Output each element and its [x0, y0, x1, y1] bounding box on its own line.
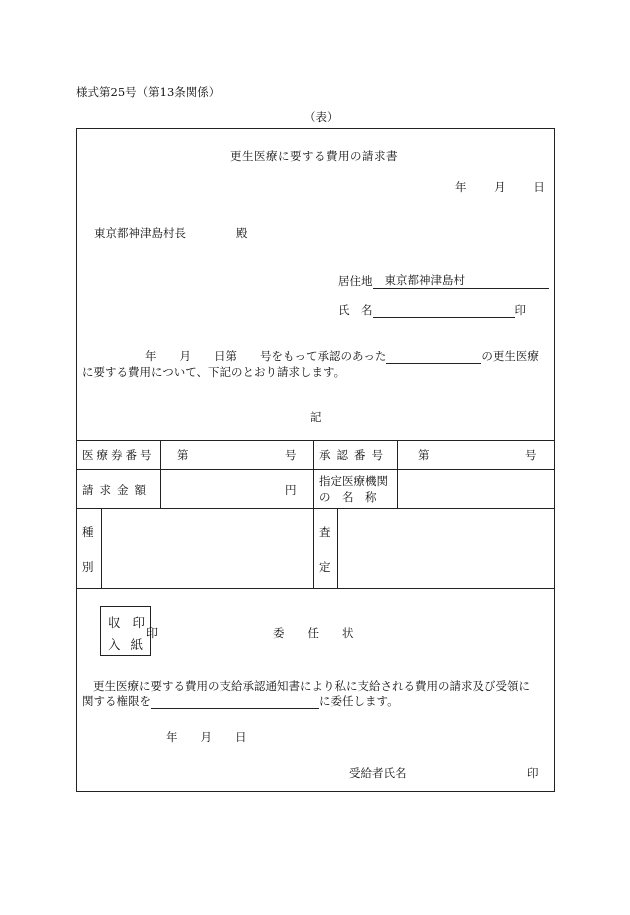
type-label-1: 種: [82, 525, 94, 539]
approval-no-go: 号: [525, 448, 537, 462]
ticket-no-dai: 第: [177, 448, 189, 462]
applicant-address-row: [338, 272, 549, 289]
ticket-no-label: 医療券番号: [82, 448, 155, 462]
date-month: 月: [494, 180, 506, 194]
form-number: 様式第25号（第13条関係）: [76, 85, 221, 99]
approval-no-dai: 第: [418, 448, 430, 462]
addressee-honorific: 殿: [236, 226, 248, 240]
name-seal: 印: [514, 303, 526, 317]
approval-no-label: 承認番号: [319, 448, 389, 462]
applicant-name-row: [338, 302, 526, 318]
body-line-1: [145, 348, 539, 364]
body-line-2: に要する費用について、下記のとおり請求します。: [82, 365, 346, 379]
date-day: 日: [533, 180, 545, 194]
proxy-text-start: 関する権限を: [82, 694, 151, 708]
address-label: 居住地: [338, 274, 373, 288]
name-field[interactable]: [373, 303, 515, 318]
table-line-1: [76, 440, 555, 441]
ki-label: 記: [310, 410, 322, 424]
table-line-3: [76, 508, 555, 509]
side-label: （表）: [304, 110, 339, 124]
table-vline-d: [101, 508, 102, 588]
stamp-char-in: 印: [132, 615, 146, 630]
table-vline-e: [337, 508, 338, 588]
stamp-char-shu: 収: [108, 615, 121, 630]
proxy-text-line-1: 更生医療に要する費用の支給承認通知書により私に支給される費用の請求及び受領に: [93, 679, 530, 693]
delegate-field[interactable]: [151, 694, 319, 709]
stamp-row-2: [108, 635, 143, 653]
form-title: 更生医療に要する費用の請求書: [230, 149, 398, 163]
date-line: [455, 179, 545, 195]
facility-label-1: 指定医療機関: [319, 474, 388, 488]
proxy-date: 年 月 日: [166, 730, 247, 744]
revenue-stamp-box: [100, 606, 151, 656]
assess-label-2: 定: [319, 560, 331, 574]
table-line-2: [76, 469, 555, 470]
table-vline-a: [160, 440, 161, 508]
proxy-text-end: に委任します。: [319, 694, 399, 708]
assess-label-1: 査: [319, 525, 331, 539]
stamp-char-nyu: 入: [108, 637, 121, 652]
approval-date: 年 月 日第 号をもって承認のあった: [145, 349, 387, 363]
body-line1-end: の更生医療: [481, 349, 539, 363]
table-vline-b: [313, 440, 314, 588]
addressee-name: 東京都神津島村長: [94, 226, 186, 240]
type-label-2: 別: [82, 560, 94, 574]
stamp-row-1: [108, 613, 145, 631]
approval-blank[interactable]: [386, 349, 481, 364]
date-year: 年: [455, 180, 467, 194]
stamp-seal-mark: 印: [146, 626, 159, 640]
facility-label-2: の 名 称: [319, 490, 377, 504]
amount-yen: 円: [285, 483, 297, 497]
ticket-no-go: 号: [285, 448, 297, 462]
proxy-title: 委 任 状: [273, 626, 354, 640]
name-label: 氏 名: [338, 303, 373, 317]
address-value: 東京都神津島村: [384, 273, 465, 287]
table-line-4: [76, 588, 555, 589]
stamp-char-shi: 紙: [130, 637, 144, 652]
recipient-seal: 印: [527, 766, 539, 780]
proxy-text-line-2: [82, 693, 399, 709]
recipient-label: 受給者氏名: [349, 766, 407, 780]
address-field[interactable]: [373, 272, 549, 289]
amount-label: 請求金額: [82, 483, 152, 497]
table-vline-c: [397, 440, 398, 508]
